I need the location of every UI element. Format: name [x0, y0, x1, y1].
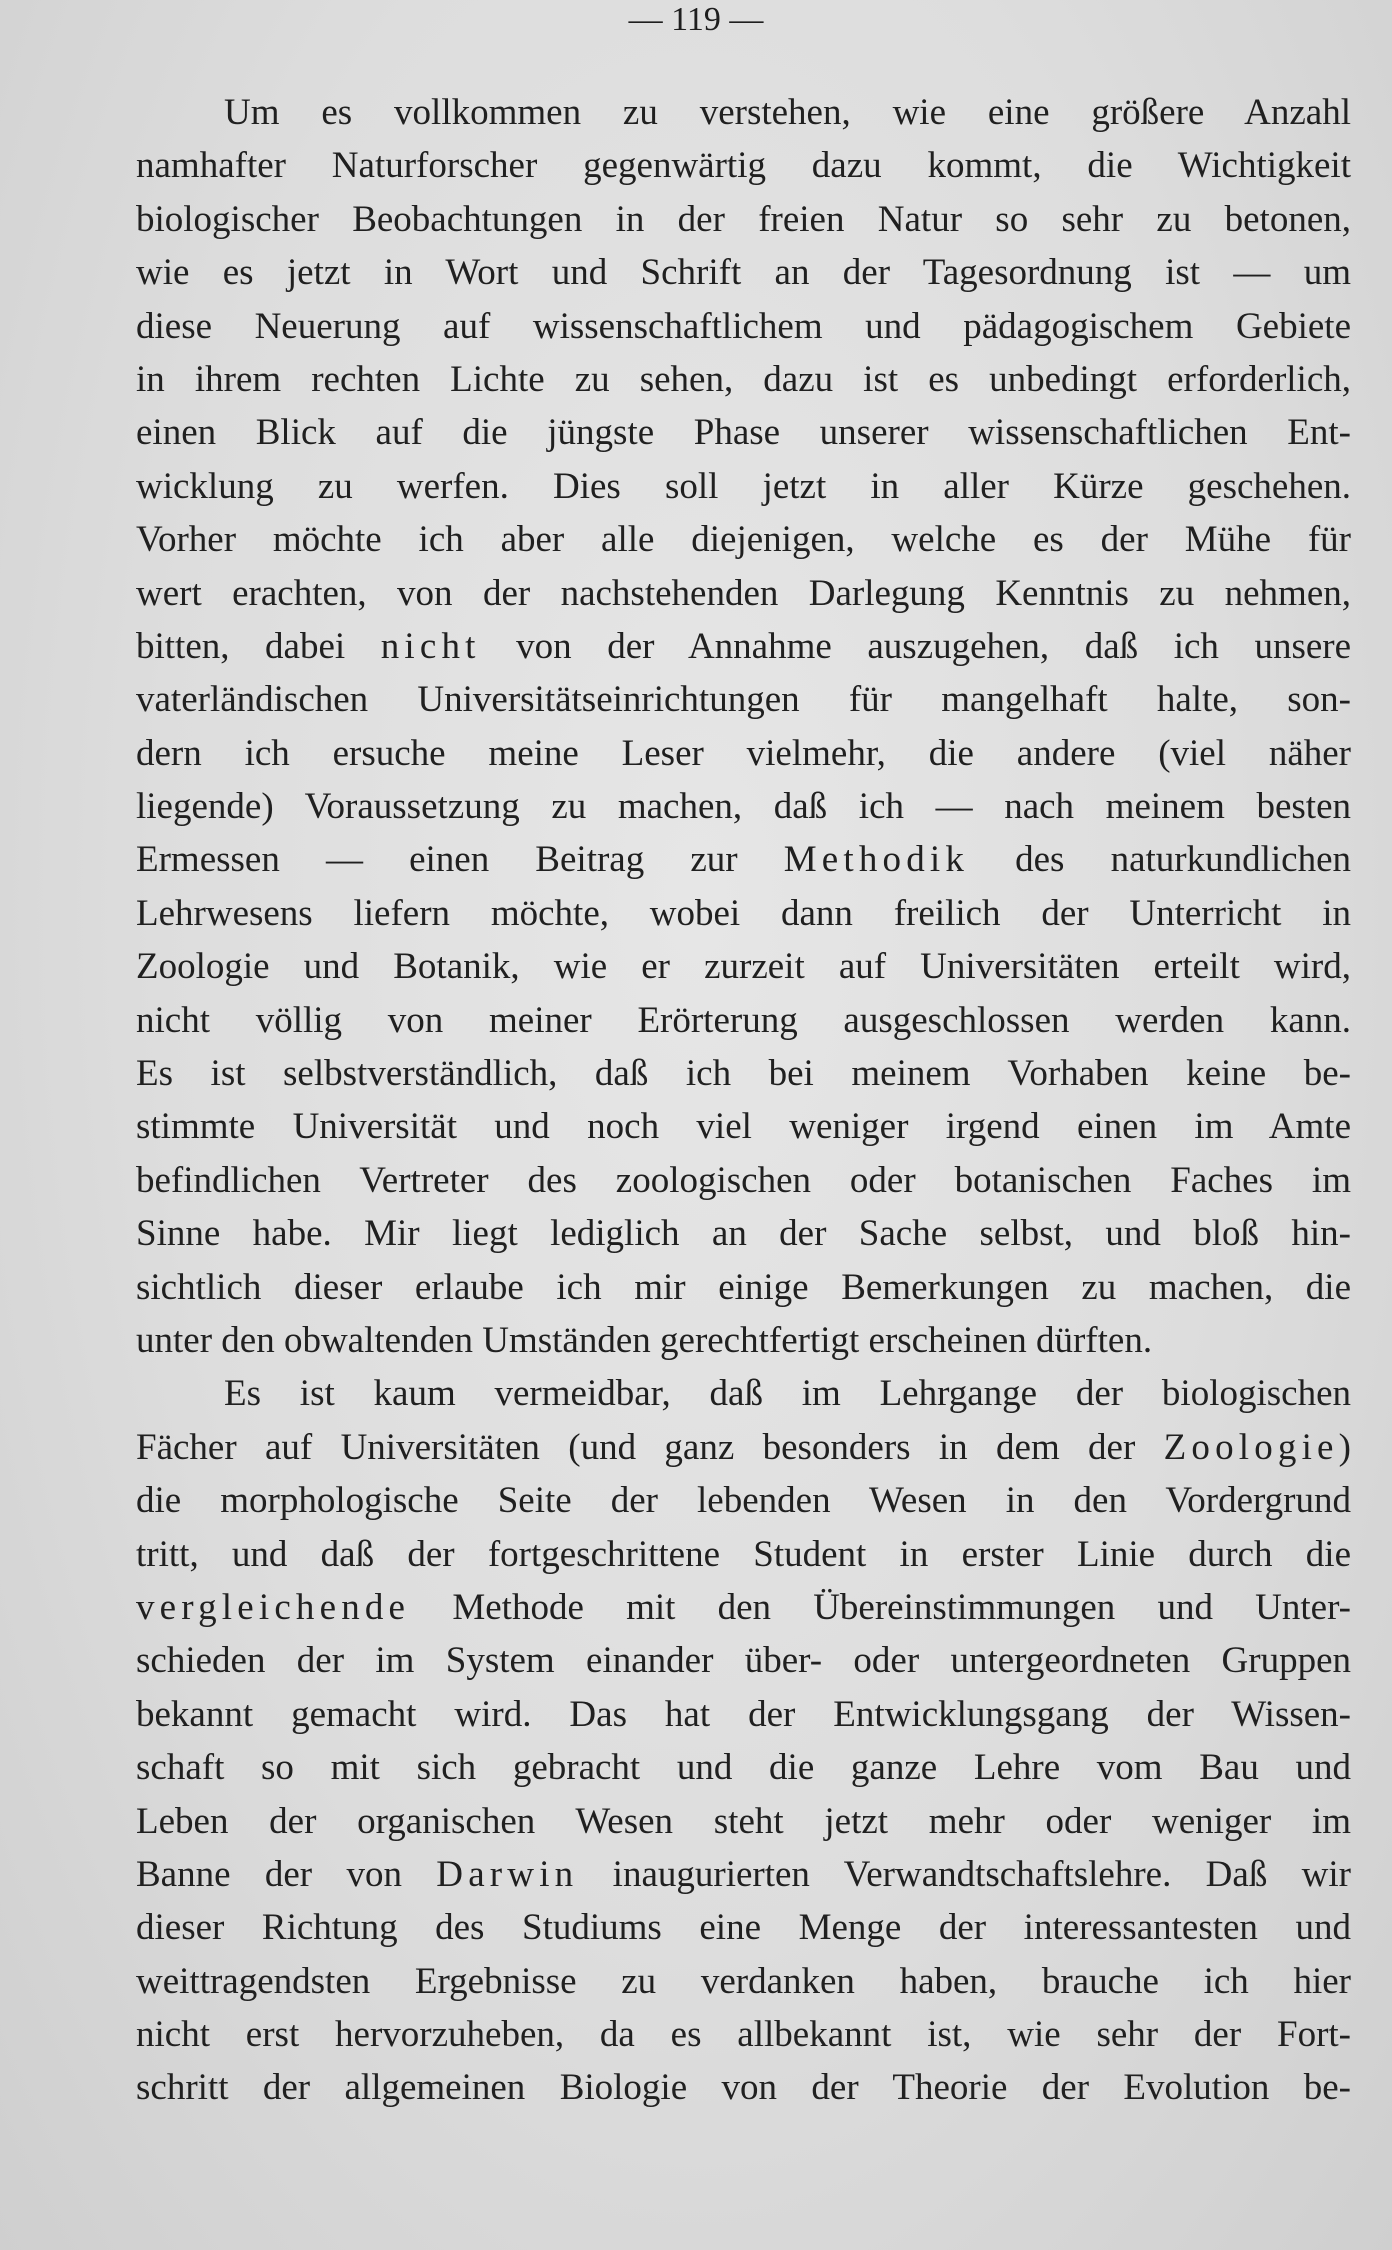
text-line: nicht erst hervorzuheben, da es allbekannt ist, wie sehr der Fort- — [136, 2014, 1351, 2056]
body-text — [136, 86, 1351, 2115]
text-line: schritt der allgemeinen Biologie von der Theorie der Evolution be- — [136, 2067, 1351, 2109]
text-line: Lehrwesens liefern möchte, wobei dann freilich der Unterricht in — [136, 892, 1351, 934]
text-line: bekannt gemacht wird. Das hat der Entwicklungsgang der Wissen- — [136, 1693, 1351, 1735]
text-line: biologischer Beobachtungen in der freien Natur so sehr zu betonen, — [136, 198, 1351, 240]
text-line: tritt, und daß der fortgeschrittene Student in erster Linie durch die — [136, 1533, 1351, 1575]
text-line: nicht völlig von meiner Erörterung ausgeschlossen werden kann. — [136, 999, 1351, 1041]
emphasized-word: Methodik — [783, 839, 970, 881]
emphasized-word: nicht — [380, 625, 481, 667]
text-line: Es ist selbstverständlich, daß ich bei meinem Vorhaben keine be- — [136, 1053, 1351, 1095]
text-line: wert erachten, von der nachstehenden Darlegung Kenntnis zu nehmen, — [136, 572, 1351, 614]
text-line: Fächer auf Universitäten (und ganz besonders in dem der Zoologie) — [136, 1426, 1351, 1468]
text-line: Vorher möchte ich aber alle diejenigen, welche es der Mühe für — [136, 519, 1351, 561]
text-line: dern ich ersuche meine Leser vielmehr, die andere (viel näher — [136, 732, 1351, 774]
text-line: stimmte Universität und noch viel weniger irgend einen im Amte — [136, 1106, 1351, 1148]
text-line: wicklung zu werfen. Dies soll jetzt in aller Kürze geschehen. — [136, 465, 1351, 507]
text-line: weittragendsten Ergebnisse zu verdanken haben, brauche ich hier — [136, 1960, 1351, 2002]
emphasized-word: Zoologie — [1163, 1426, 1339, 1468]
text-line: Sinne habe. Mir liegt lediglich an der Sache selbst, und bloß hin- — [136, 1213, 1351, 1255]
text-line: Es ist kaum vermeidbar, daß im Lehrgange der biologischen — [224, 1373, 1351, 1415]
text-line: in ihrem rechten Lichte zu sehen, dazu ist es unbedingt erforderlich, — [136, 358, 1351, 400]
text-line: schaft so mit sich gebracht und die ganze Lehre vom Bau und — [136, 1747, 1351, 1789]
text-line: vaterländischen Universitätseinrichtungen für mangelhaft halte, son- — [136, 679, 1351, 721]
text-line: Banne der von Darwin inaugurierten Verwandtschaftslehre. Daß wir — [136, 1853, 1351, 1895]
text-line: Um es vollkommen zu verstehen, wie eine größere Anzahl — [224, 92, 1351, 133]
text-line: befindlichen Vertreter des zoologischen oder botanischen Faches im — [136, 1159, 1351, 1201]
page-number: — 119 — — [628, 1, 764, 38]
text-line: dieser Richtung des Studiums eine Menge der interessantesten und — [136, 1907, 1351, 1949]
text-line: Leben der organischen Wesen steht jetzt mehr oder weniger im — [136, 1800, 1351, 1842]
text-line: die morphologische Seite der lebenden Wesen in den Vordergrund — [136, 1480, 1351, 1522]
text-line: diese Neuerung auf wissenschaftlichem und pädagogischem Gebiete — [136, 305, 1351, 347]
text-line: wie es jetzt in Wort und Schrift an der Tagesordnung ist — um — [136, 252, 1351, 294]
text-line: bitten, dabei nicht von der Annahme auszugehen, daß ich unsere — [136, 625, 1351, 667]
text-line: Ermessen — einen Beitrag zur Methodik des naturkundlichen — [136, 839, 1351, 881]
text-line: schieden der im System einander über- oder untergeordneten Gruppen — [136, 1640, 1351, 1682]
text-line: liegende) Voraussetzung zu machen, daß ich — nach meinem besten — [136, 786, 1351, 828]
text-line: vergleichende Methode mit den Übereinstimmungen und Unter- — [136, 1586, 1351, 1628]
text-line: namhafter Naturforscher gegenwärtig dazu kommt, die Wichtigkeit — [136, 145, 1351, 187]
text-line: sichtlich dieser erlaube ich mir einige Bemerkungen zu machen, die — [136, 1266, 1351, 1308]
emphasized-word: Darwin — [436, 1853, 579, 1895]
text-line: einen Blick auf die jüngste Phase unserer wissenschaftlichen Ent- — [136, 412, 1351, 454]
text-line: unter den obwaltenden Umständen gerechtfertigt erscheinen dürften. — [136, 1319, 1153, 1361]
emphasized-word: vergleichende — [136, 1586, 411, 1628]
text-line: Zoologie und Botanik, wie er zurzeit auf Universitäten erteilt wird, — [136, 946, 1351, 988]
